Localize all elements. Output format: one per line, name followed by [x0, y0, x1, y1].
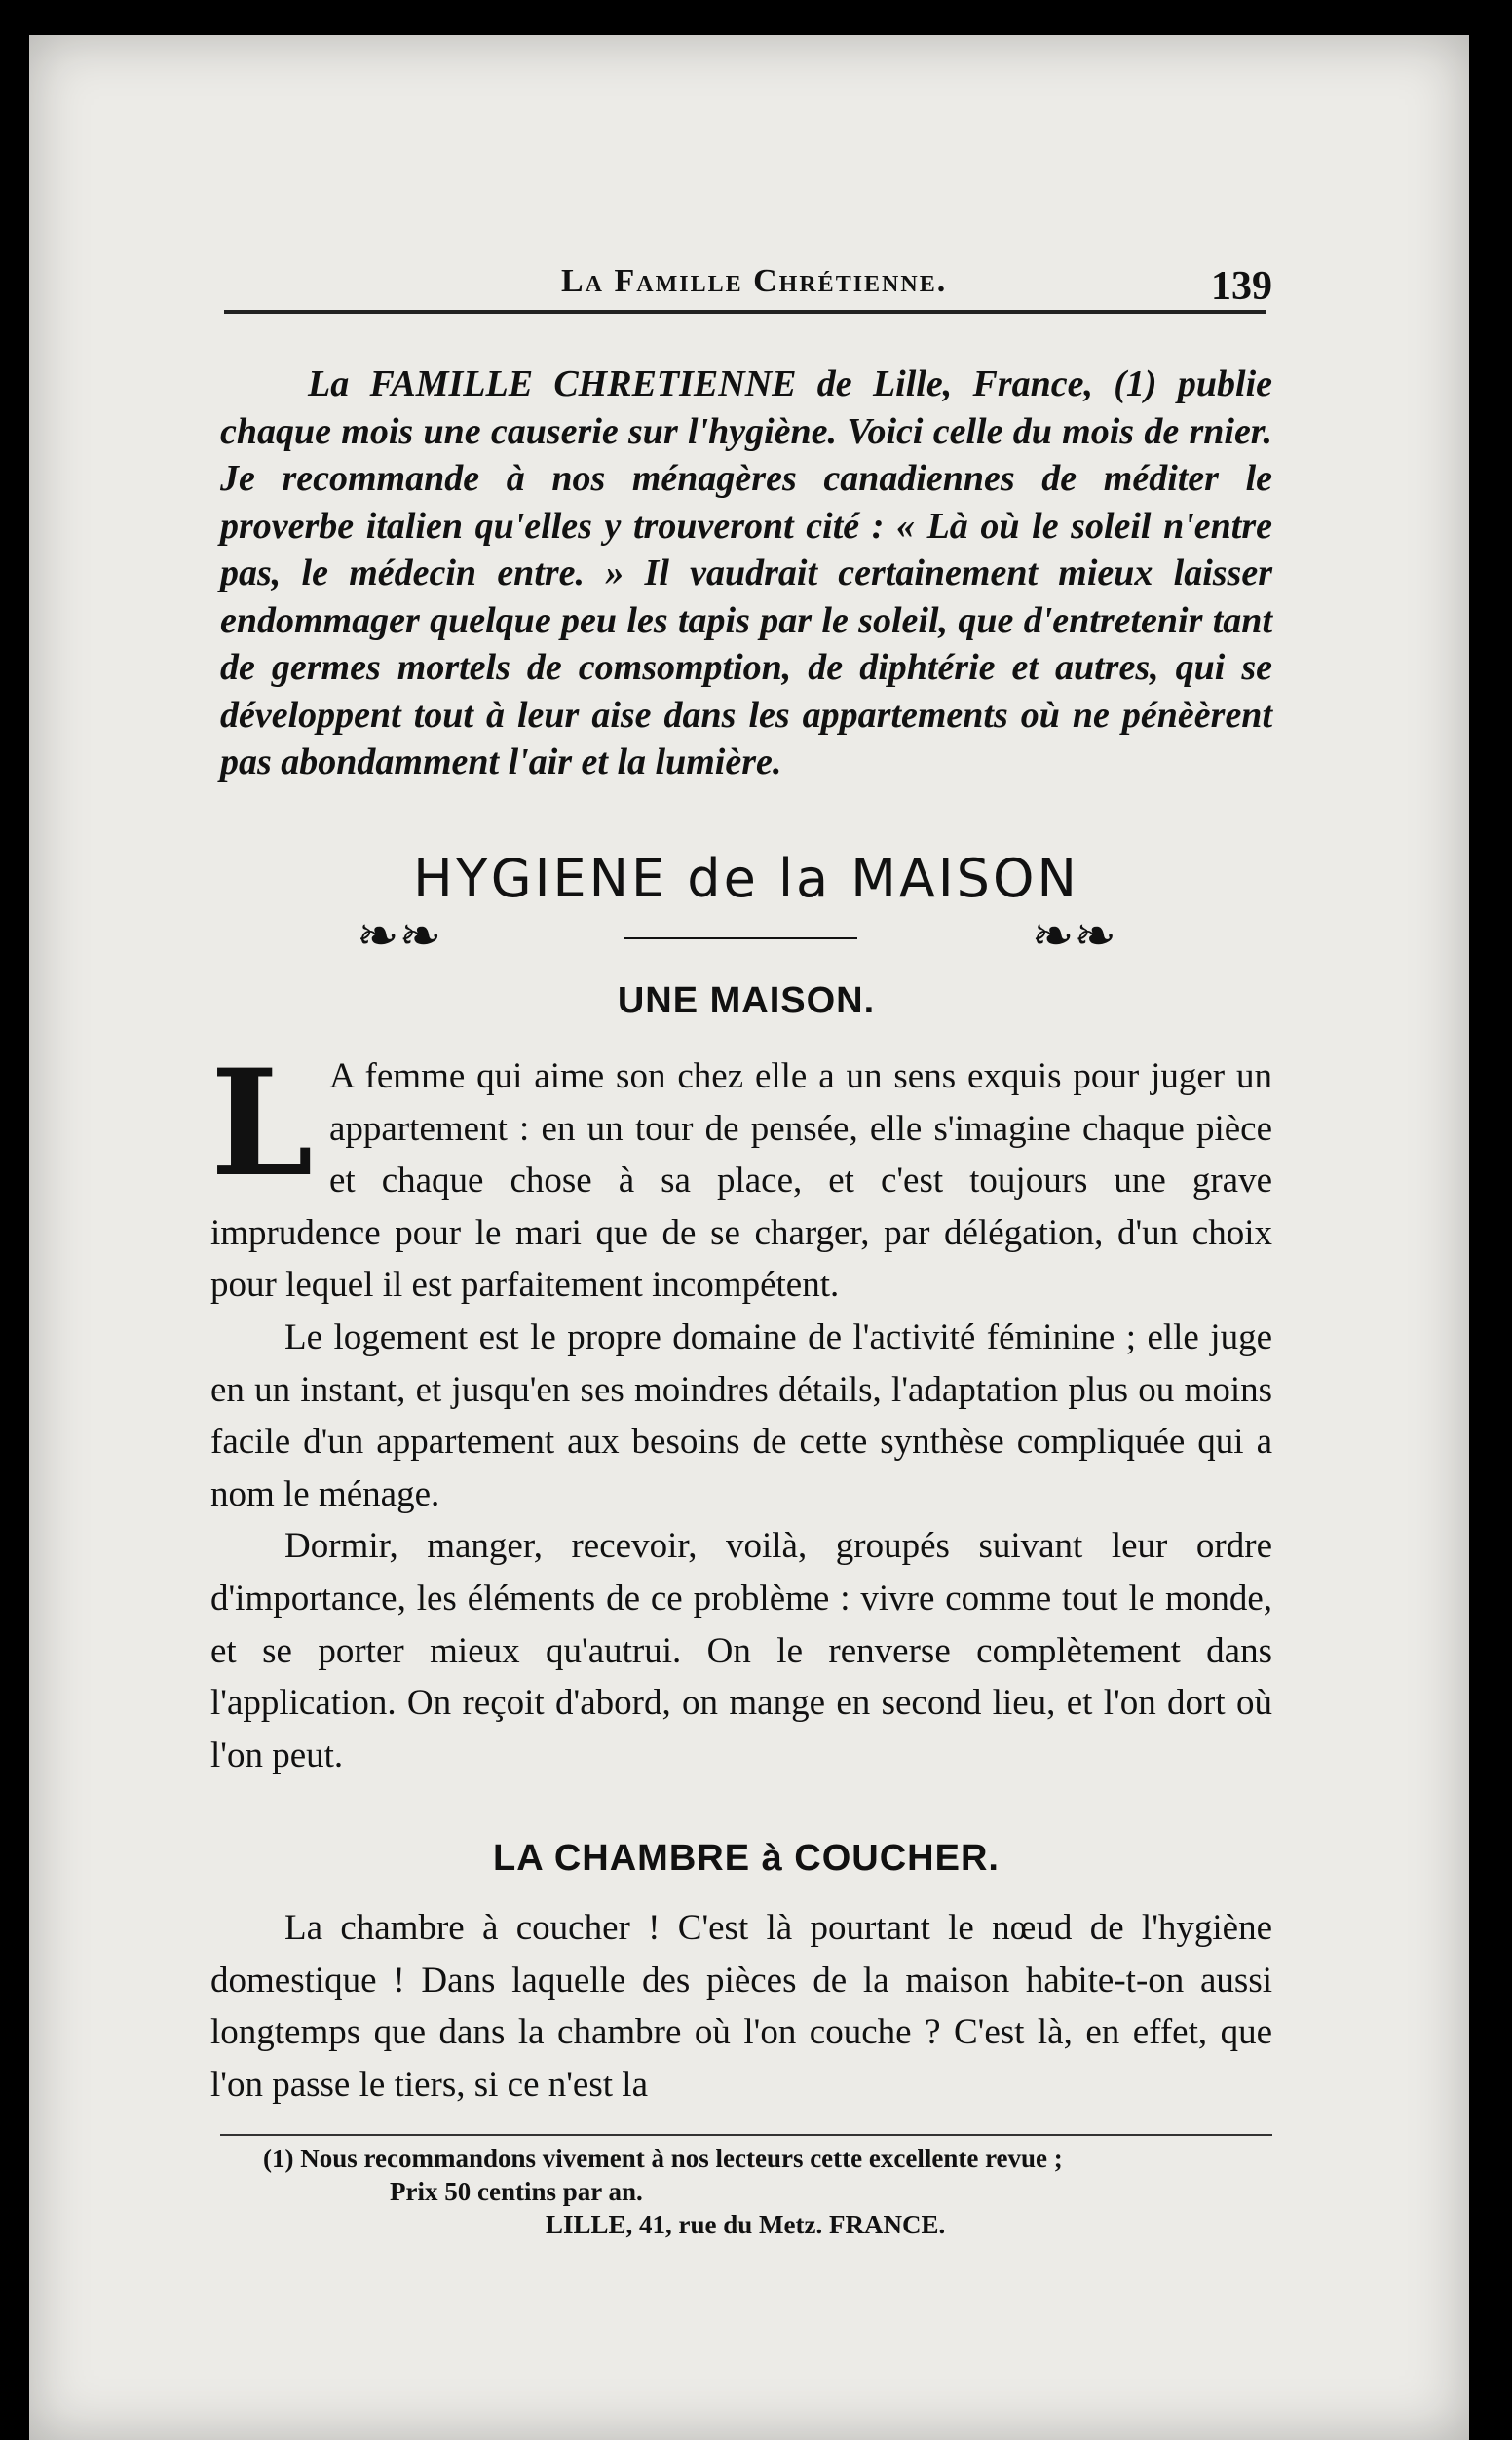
drop-cap: L — [210, 1038, 314, 1209]
footnote-line-1: (1) Nous recommandons vivement à nos lecteurs cette excellente revue ; — [263, 2144, 1063, 2173]
paragraph-4: La chambre à coucher ! C'est là pourtant le nœud de l'hygiène domestique ! Dans laquelle des pièces de la maison habite-t-on aussi longtemps que dans la chambre où l'on couche ? C'est là, en effet, que l'on passe le tiers, si ce n'est la — [210, 1908, 1272, 2105]
title-ornaments — [220, 908, 1272, 967]
footnote — [263, 2142, 1276, 2241]
subhead-chambre-a-coucher: LA CHAMBRE à COUCHER. — [493, 1838, 1000, 1879]
fleuron-left-icon: ❧❧ — [357, 909, 442, 965]
footnote-rule — [220, 2134, 1272, 2136]
article-body-2 — [210, 1902, 1272, 2111]
subhead-une-maison: UNE MAISON. — [617, 980, 876, 1021]
paragraph-1 — [210, 1038, 1272, 1312]
article-body-1 — [210, 1038, 1272, 1781]
footnote-line-2: Prix 50 centins par an. — [390, 2177, 643, 2206]
running-title: La Famille Chrétienne. — [561, 263, 948, 299]
paragraph-1-text: femme qui aime son chez elle a un sens exquis pour juger un appartement : en un tour de pensée, elle s'imagine chaque pièce et chaque chose à sa place, et c'est toujours une grave imprudence pour le mari que de se charger, par délégation, d'un choix pour lequel il est parfaitement incompétent. — [210, 1056, 1272, 1306]
paragraph-3: Dormir, manger, recevoir, voilà, groupés suivant leur ordre d'importance, les éléments de ce problème : vivre comme tout le monde, et se porter mieux qu'autrui. On le renverse complètement dans l'application. On reçoit d'abord, on mange en second lieu, et l'on dort où l'on peut. — [210, 1526, 1272, 1775]
paragraph-2: Le logement est le propre domaine de l'activité féminine ; elle juge en un instant, et jusqu'en ses moindres détails, l'adaptation plus ou moins facile d'un appartement aux besoins de cette synthèse compliquée qui a nom le ménage. — [210, 1316, 1272, 1514]
ornament-rule — [624, 937, 857, 939]
header-rule — [224, 310, 1266, 314]
footnote-line-3: LILLE, 41, rue du Metz. FRANCE. — [546, 2210, 946, 2239]
page-number: 139 — [1211, 264, 1272, 309]
running-header — [220, 263, 1272, 312]
lead-letter: A — [329, 1056, 354, 1096]
intro-paragraph — [220, 361, 1272, 786]
section-title: HYGIENE de la MAISON — [413, 848, 1079, 909]
intro-text: La FAMILLE CHRETIENNE de Lille, France, (1) publie chaque mois une causerie sur l'hygiène. Voici celle du mois de rnier. Je recommande à nos ménagères canadiennes de méditer le proverbe italien qu'elles y trouveront cité : « Là où le soleil n'entre pas, le médecin entre. » Il vaudrait certainement mieux laisser endommager quelque peu les tapis par le soleil, que d'entretenir tant de germes mortels de comsomption, de diphtérie et autres, qui se développent tout à leur aise dans les appartements où ne pénèèrent pas abondamment l'air et la lumière. — [220, 363, 1272, 782]
fleuron-right-icon: ❧❧ — [1031, 909, 1116, 965]
